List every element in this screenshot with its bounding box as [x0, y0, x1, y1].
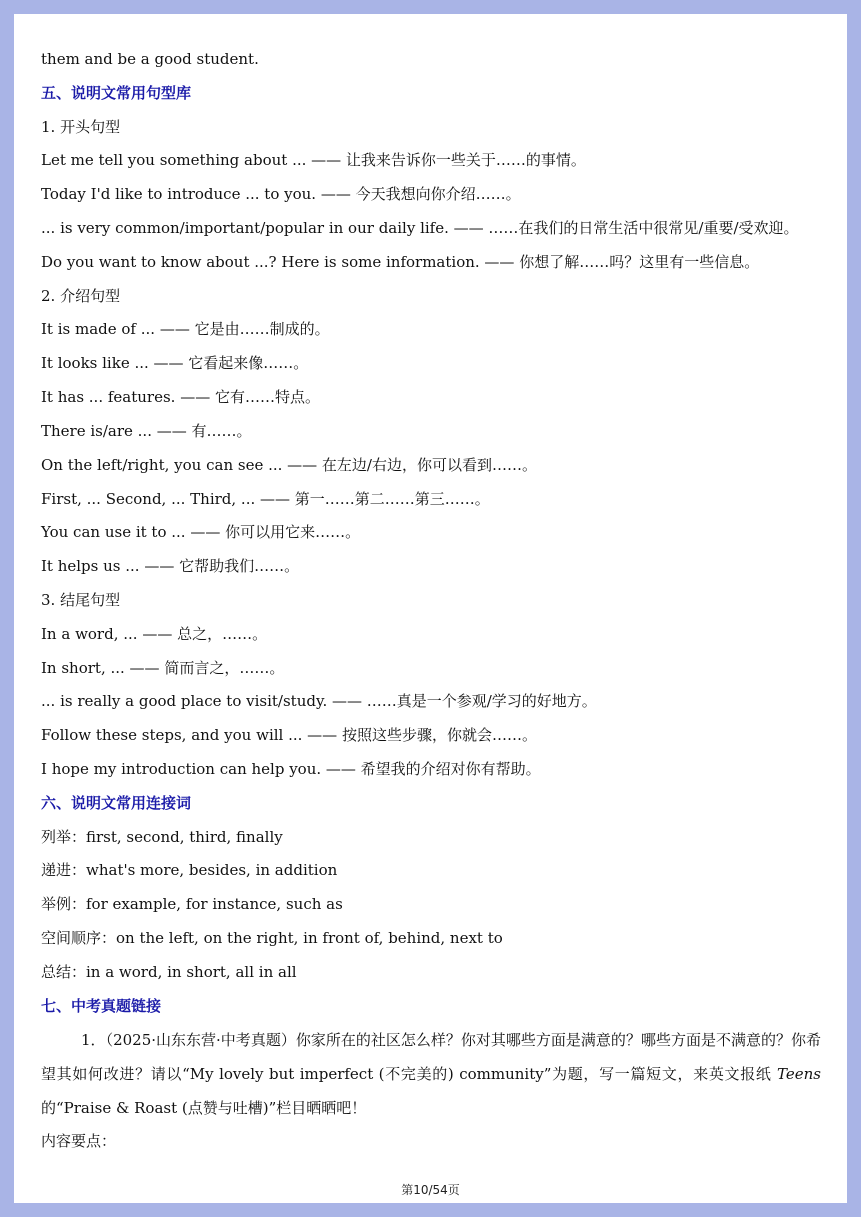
connector-item: 递进：what's more, besides, in addition [41, 861, 338, 879]
intro-sentence: You can use it to ... —— 你可以用它来……。 [41, 523, 361, 541]
ending-sentence: I hope my introduction can help you. —— 希望我的介绍对你有帮助。 [41, 760, 541, 778]
opening-sentence: Today I'd like to introduce ... to you. —— 今天我想向你介绍……。 [41, 185, 521, 203]
question-number: 1． [81, 1031, 106, 1049]
intro-sentence: First, ... Second, ... Third, ... —— 第一……第二……第三……。 [41, 490, 490, 508]
exam-question [41, 1023, 821, 1125]
question-text-b: 的“Praise & Roast (点赞与吐槽)”栏目晒晒吧！ [41, 1099, 367, 1117]
ending-sentence: In a word, ... —— 总之，……。 [41, 625, 268, 643]
section6-heading: 六、说明文常用连接词 [41, 794, 192, 812]
document-page [14, 14, 847, 1203]
subheading-intro: 2. 介绍句型 [41, 287, 121, 305]
content-points-label: 内容要点： [41, 1132, 117, 1150]
question-text-a: （2025·山东东营·中考真题）你家所在的社区怎么样？你对其哪些方面是满意的？哪些方面是不满意的？你希望其如何改进？请以“My lovely but imperfect (不完美的) community”为题，写一篇短文，来英文报纸 [41, 1031, 822, 1083]
ending-sentence: ... is really a good place to visit/study. —— ……真是一个参观/学习的好地方。 [41, 692, 597, 710]
section5-heading: 五、说明文常用句型库 [41, 84, 192, 102]
connector-item: 举例：for example, for instance, such as [41, 895, 343, 913]
subheading-opening: 1. 开头句型 [41, 118, 121, 136]
newspaper-name: Teens [777, 1065, 821, 1083]
opening-sentence: ... is very common/important/popular in our daily life. —— ……在我们的日常生活中很常见/重要/受欢迎。 [41, 219, 799, 237]
intro-sentence: It has ... features. —— 它有……特点。 [41, 388, 320, 406]
intro-tail-text: them and be a good student. [41, 50, 259, 68]
intro-sentence: It looks like ... —— 它看起来像……。 [41, 354, 309, 372]
intro-sentence: On the left/right, you can see ... —— 在左边/右边，你可以看到……。 [41, 456, 537, 474]
page-number: 第10/54页 [401, 1183, 460, 1197]
section7-heading: 七、中考真题链接 [41, 997, 162, 1015]
opening-sentence: Let me tell you something about ... —— 让我来告诉你一些关于……的事情。 [41, 151, 586, 169]
subheading-ending: 3. 结尾句型 [41, 591, 121, 609]
connector-item: 列举：first, second, third, finally [41, 828, 283, 846]
connector-item: 空间顺序：on the left, on the right, in front of, behind, next to [41, 929, 503, 947]
ending-sentence: Follow these steps, and you will ... —— 按照这些步骤，你就会……。 [41, 726, 537, 744]
intro-sentence: It helps us ... —— 它帮助我们……。 [41, 557, 300, 575]
ending-sentence: In short, ... —— 简而言之，……。 [41, 659, 285, 677]
connector-item: 总结：in a word, in short, all in all [41, 963, 297, 981]
intro-sentence: It is made of ... —— 它是由……制成的。 [41, 320, 330, 338]
opening-sentence: Do you want to know about ...? Here is some information. —— 你想了解……吗？这里有一些信息。 [41, 253, 760, 271]
intro-sentence: There is/are ... —— 有……。 [41, 422, 252, 440]
